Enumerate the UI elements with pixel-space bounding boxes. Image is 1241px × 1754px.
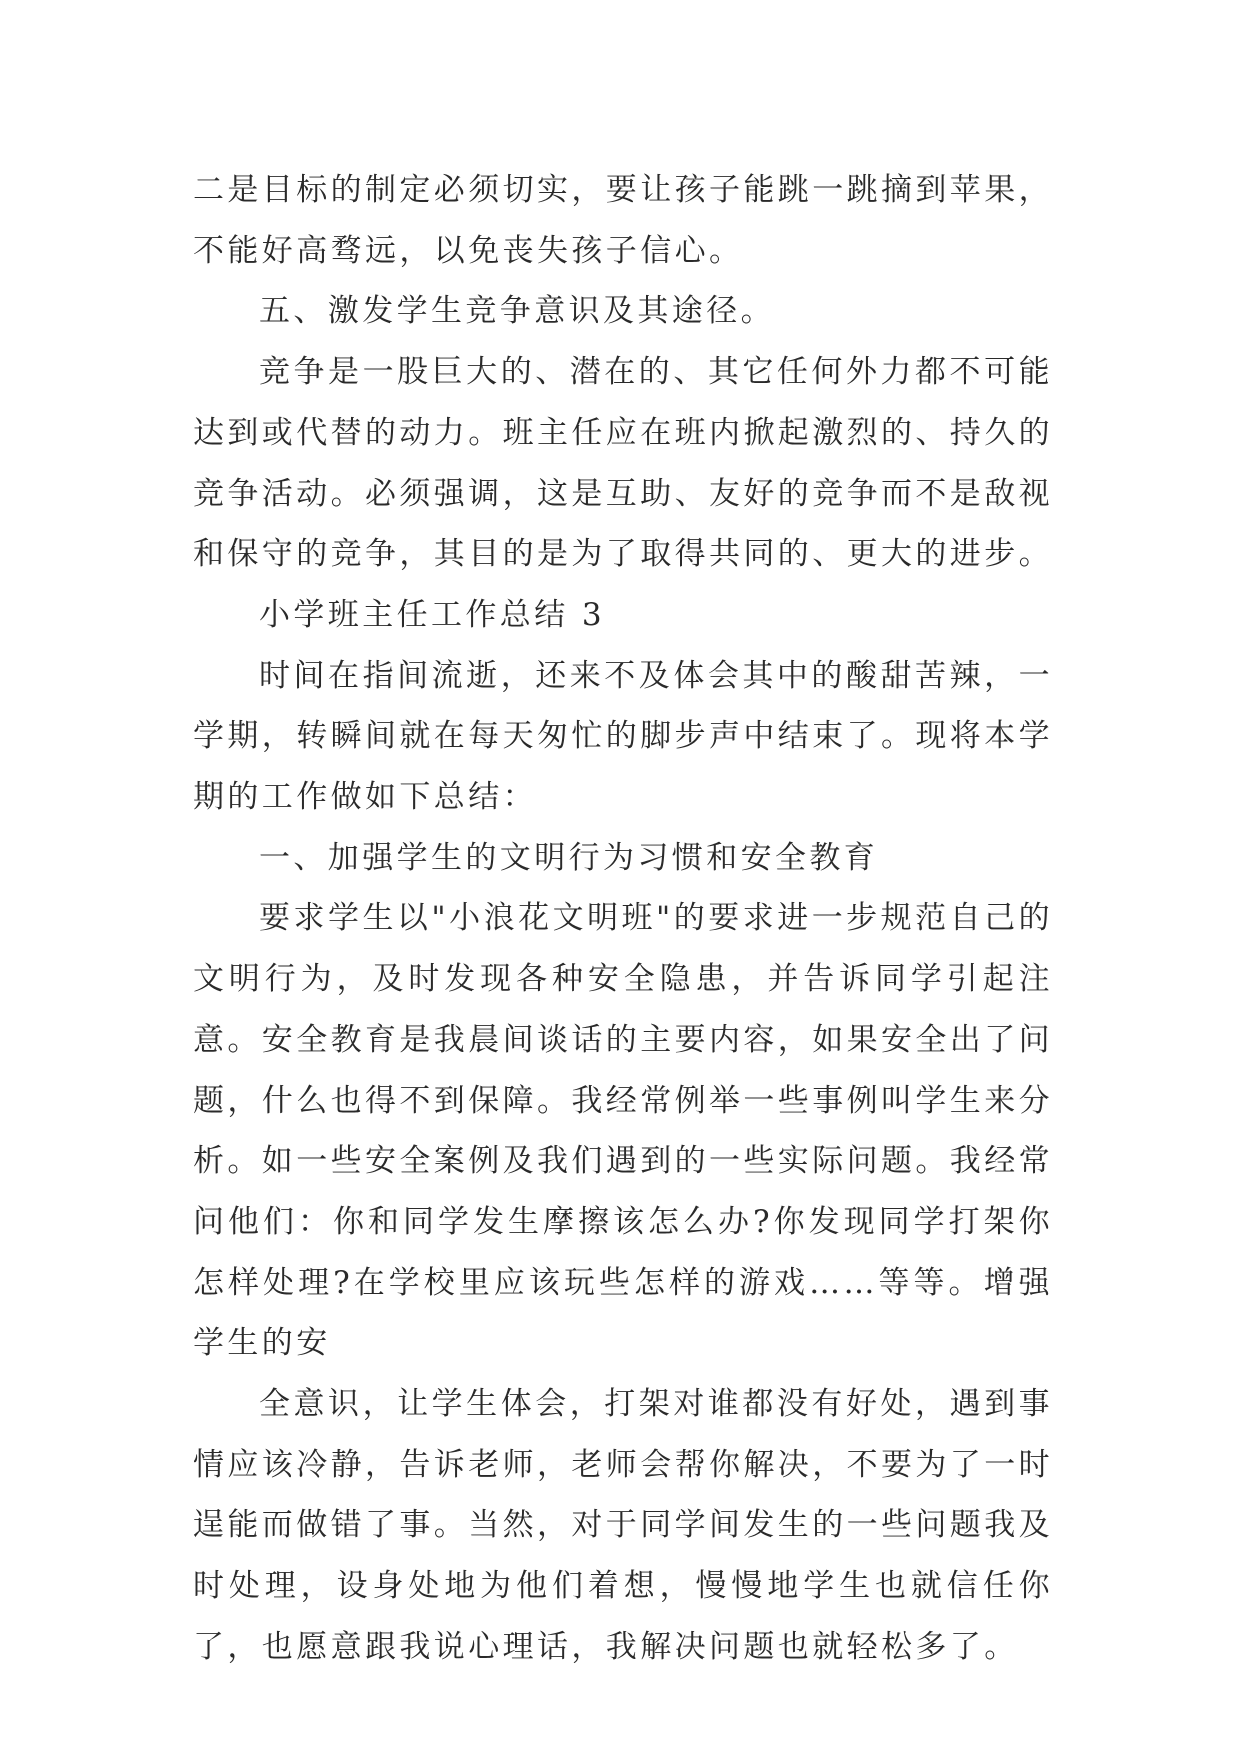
paragraph: 二是目标的制定必须切实，要让孩子能跳一跳摘到苹果，不能好高骛远，以免丧失孩子信心。 [193,172,1053,269]
paragraph: 要求学生以"小浪花文明班"的要求进一步规范自己的文明行为，及时发现各种安全隐患，并告诉同学引起注意。安全教育是我晨间谈话的主要内容，如果安全出了问题，什么也得不到保障。我经常例举一些事例叫学生来分析。如一些安全案例及我们遇到的一些实际问题。我经常问他们：你和同学发生摩擦该怎么办?你发现同学打架你怎样处理?在学校里应该玩些怎样的游戏……等等。增强学生的安 [193,900,1053,1362]
paragraph: 时间在指间流逝，还来不及体会其中的酸甜苦辣，一学期，转瞬间就在每天匆忙的脚步声中结束了。现将本学期的工作做如下总结： [193,657,1053,816]
section-heading: 五、激发学生竞争意识及其途径。 [259,293,775,330]
section-title: 小学班主任工作总结 3 [259,596,605,633]
paragraph: 全意识，让学生体会，打架对谁都没有好处，遇到事情应该冷静，告诉老师，老师会帮你解决，不要为了一时逞能而做错了事。当然，对于同学间发生的一些问题我及时处理，设身处地为他们着想，慢慢地学生也就信任你了，也愿意跟我说心理话，我解决问题也就轻松多了。 [193,1386,1053,1665]
document-body [193,160,1053,1678]
section-heading: 一、加强学生的文明行为习惯和安全教育 [259,839,879,876]
paragraph: 竞争是一股巨大的、潜在的、其它任何外力都不可能达到或代替的动力。班主任应在班内掀起激烈的、持久的竞争活动。必须强调，这是互助、友好的竞争而不是敌视 和保守的竞争，其目的是为了取得共同的、更大的进步。 [193,354,1053,573]
